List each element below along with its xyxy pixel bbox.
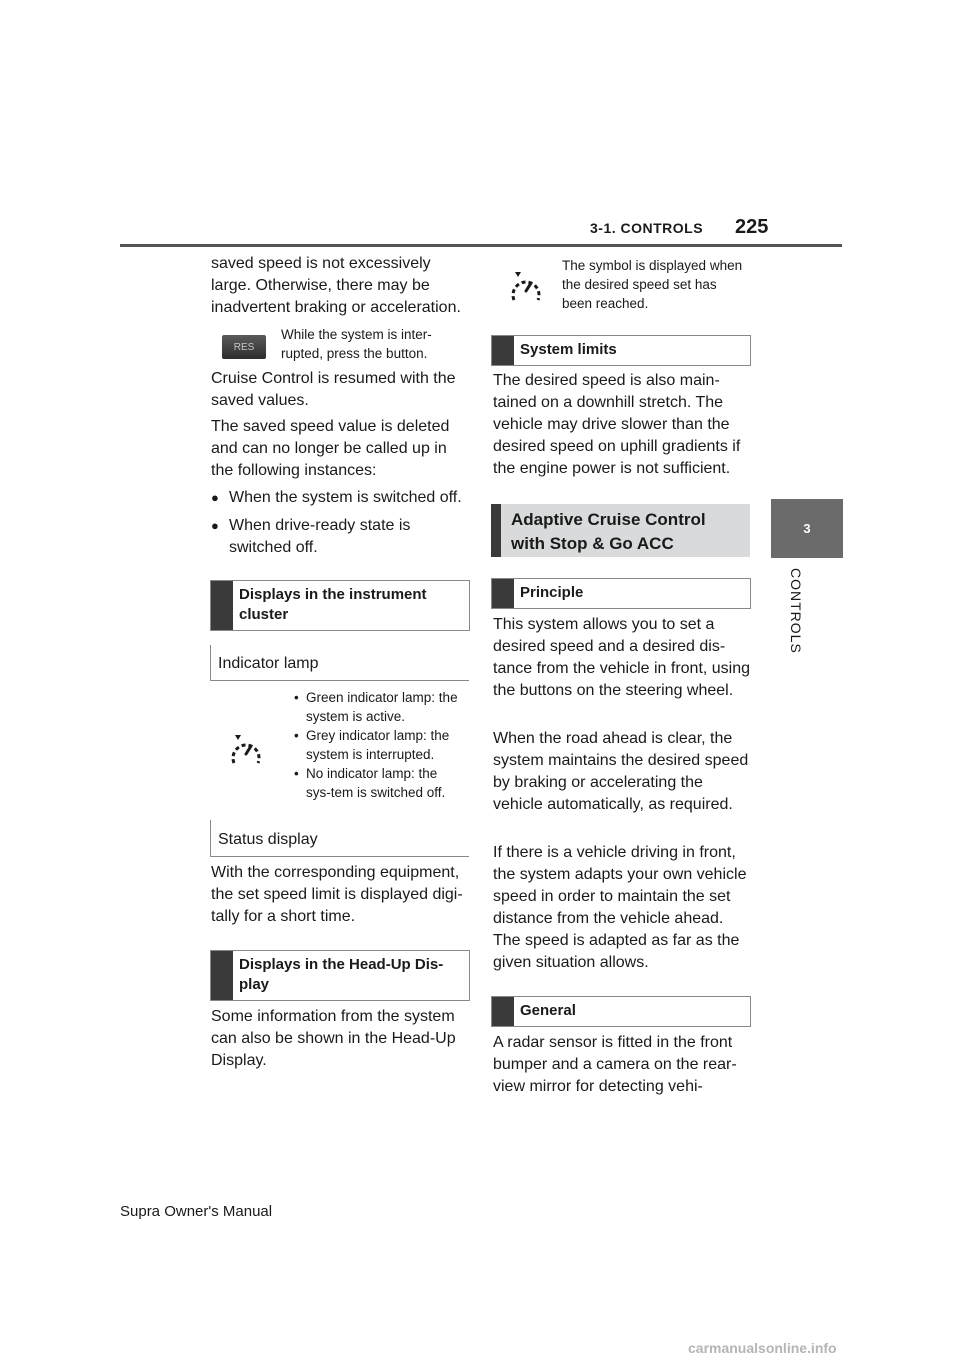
principle-paragraph-2: When the road ahead is clear, the system maintains the desired speed by braking or accelerating the vehicle automatically, as required. xyxy=(493,730,749,813)
page-number: 225 xyxy=(735,216,769,238)
section-heading-limits: System limits xyxy=(491,335,751,366)
status-paragraph: With the corresponding equipment, the set speed limit is displayed digi-tally for a short time. xyxy=(211,864,463,925)
lamp-states xyxy=(294,688,464,802)
section-bar xyxy=(211,951,233,1000)
res-note: While the system is inter-rupted, press the button. xyxy=(281,327,432,361)
res-button-image xyxy=(222,335,266,359)
limits-paragraph: The desired speed is also main-tained on a downhill stretch. The vehicle may drive slower than the desired speed on uphill gradients if the engine power is not sufficient. xyxy=(493,372,741,477)
list-item: ● When drive-ready state is switched off. xyxy=(211,515,473,559)
res-button: RES xyxy=(222,335,266,359)
section-bar xyxy=(492,336,514,365)
symbol-note: The symbol is displayed when the desired speed set has been reached. xyxy=(562,258,743,311)
manual-title: Supra Owner's Manual xyxy=(120,1203,273,1220)
acc-title-line1: Adaptive Cruise Control xyxy=(511,510,706,529)
section-bar xyxy=(211,581,233,630)
section-heading-instrument: Displays in the instrument cluster xyxy=(210,580,470,631)
list-item: • No indicator lamp: the sys-tem is switched off. xyxy=(306,764,464,802)
list-item: • Green indicator lamp: the system is active. xyxy=(306,688,464,726)
acc-title-line2: with Stop & Go ACC xyxy=(511,534,674,553)
list-item: ● When the system is switched off. xyxy=(211,487,473,509)
cruise-control-icon xyxy=(509,270,543,311)
acc-title-box xyxy=(491,504,750,557)
section-bar xyxy=(491,504,501,557)
general-paragraph: A radar sensor is fitted in the front bumper and a camera on the rear-view mirror for detecting vehi- xyxy=(493,1034,737,1095)
cruise-control-icon xyxy=(229,733,263,774)
indicator-lamp-row: Indicator lamp xyxy=(210,645,469,681)
section-bar xyxy=(492,997,514,1026)
status-display-row: Status display xyxy=(210,820,469,857)
watermark: carmanualsonline.info xyxy=(688,1340,837,1356)
principle-paragraph-3: If there is a vehicle driving in front, the system adapts your own vehicle speed in order to maintain the set distance from the vehicle ahead. The speed is adapted as far as the given situation allows. xyxy=(493,844,747,971)
principle-paragraph-1: This system allows you to set a desired speed and a desired dis-tance from the vehicle in front, using the buttons on the steering wheel. xyxy=(493,616,751,699)
header-rule xyxy=(120,244,842,247)
section-heading-hud: Displays in the Head-Up Dis-play xyxy=(210,950,470,1001)
intro-paragraph: saved speed is not excessively large. Otherwise, there may be inadvertent braking or acceleration. xyxy=(211,255,461,316)
section-bar xyxy=(492,579,514,608)
bullet-list xyxy=(211,487,473,559)
list-item: • Grey indicator lamp: the system is interrupted. xyxy=(306,726,464,764)
section-heading: 3-1. CONTROLS xyxy=(590,220,704,236)
hud-paragraph: Some information from the system can also be shown in the Head-Up Display. xyxy=(211,1008,456,1069)
resumed-paragraph: Cruise Control is resumed with the saved values. xyxy=(211,370,456,409)
deleted-paragraph: The saved speed value is deleted and can no longer be called up in the following instances: xyxy=(211,418,450,479)
chapter-tab: 3 xyxy=(771,499,843,558)
section-heading-general: General xyxy=(491,996,751,1027)
section-heading-principle: Principle xyxy=(491,578,751,609)
chapter-label: CONTROLS xyxy=(788,568,804,654)
